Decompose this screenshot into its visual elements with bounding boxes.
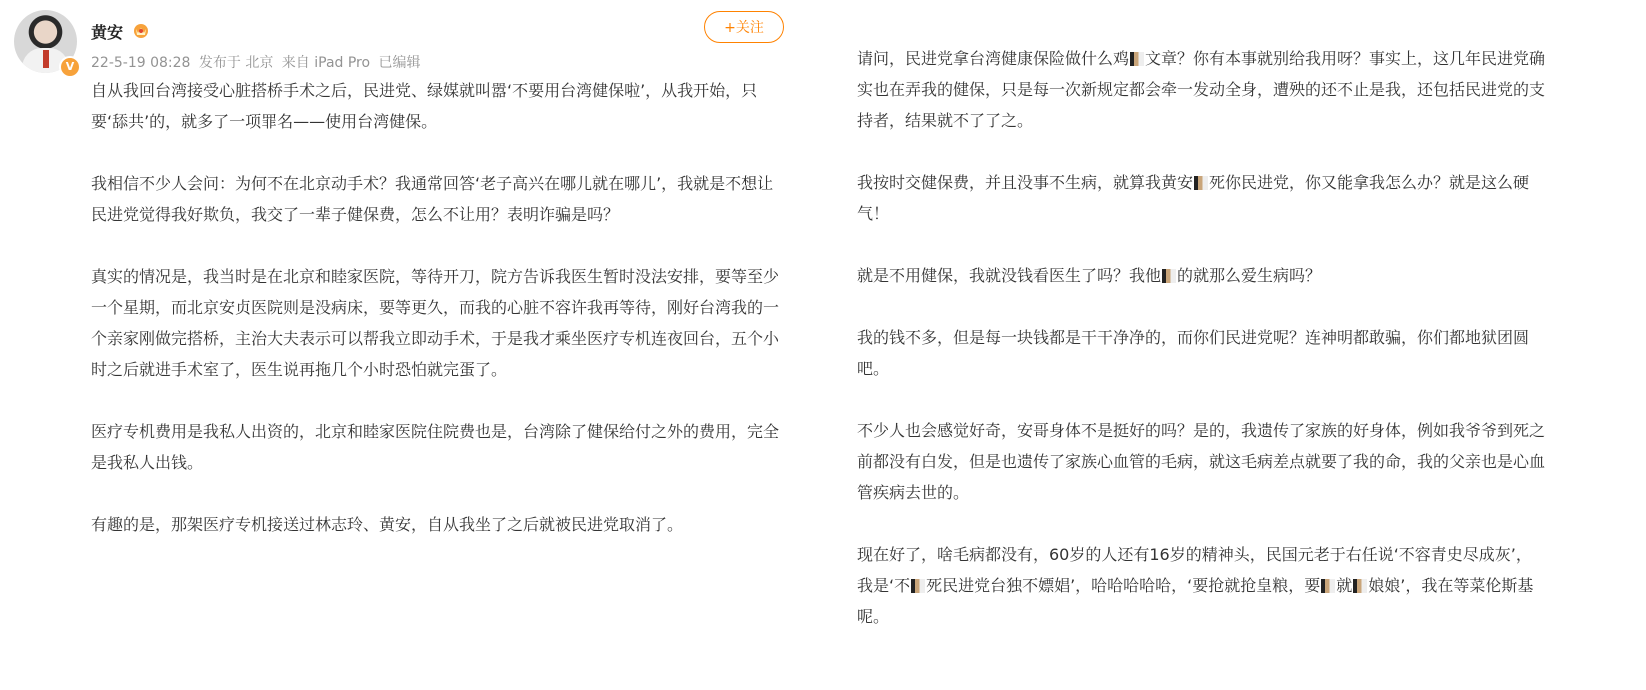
censored-glyph-icon (1321, 579, 1335, 593)
post-edited[interactable]: 已编辑 (378, 55, 421, 71)
censored-glyph-icon (911, 579, 925, 593)
post-meta (91, 52, 425, 72)
post-left-column (91, 75, 786, 571)
censored-glyph-icon (1130, 52, 1144, 66)
text-segment: 文章？你有本事就别给我用呀？事实上，这几年民进党确实也在弄我的健保，只是每一次新规定都会牵一发动全身，遭殃的还不止是我，还包括民进党的支持者，结果就不了了之。 (857, 49, 1546, 130)
text-segment: 就是不用健保，我就没钱看医生了吗？我他 (857, 266, 1162, 285)
follow-button[interactable]: +关注 (704, 11, 784, 43)
paragraph: 我相信不少人会问：为何不在北京动手术？我通常回答‘老子高兴在哪儿就在哪儿’，我就是不想让民进党觉得我好欺负，我交了一辈子健保费，怎么不让用？表明诈骗是吗？ (91, 174, 774, 224)
post-location: 发布于 北京 (198, 55, 274, 71)
paragraph (857, 539, 1547, 632)
text-segment: 娘娘’，我在等菜伦斯基呢。 (857, 576, 1534, 626)
paragraph: 医疗专机费用是我私人出资的，北京和睦家医院住院费也是，台湾除了健保给付之外的费用，完全是我私人出钱。 (91, 422, 780, 472)
text-segment: 我按时交健保费，并且没事不生病，就算我黄安 (857, 173, 1194, 192)
paragraph (857, 167, 1547, 229)
text-segment: 请问，民进党拿台湾健康保险做什么鸡 (857, 49, 1130, 68)
censored-glyph-icon (1162, 269, 1176, 283)
post-right-column (857, 43, 1547, 663)
author-name[interactable]: 黄安 (91, 23, 124, 42)
crown-icon (132, 22, 150, 38)
text-segment: 就 (1336, 576, 1353, 595)
paragraph: 真实的情况是，我当时是在北京和睦家医院，等待开刀，院方告诉我医生暂时没法安排，要等至少一个星期，而北京安贞医院则是没病床，要等更久，而我的心脏不容许我再等待，刚好台湾我的一个亲家刚做完搭桥，主治大夫表示可以帮我立即动手术，于是我才乘坐医疗专机连夜回台，五个小时之后就进手术室了，医生说再拖几个小时恐怕就完蛋了。 (91, 267, 780, 379)
censored-glyph-icon (1353, 579, 1367, 593)
text-segment: 现在好了，啥毛病都没有，60岁的人还有16岁的精神头，民国元老于右任说‘不容青史尽成灰’，我是‘不 (857, 545, 1532, 595)
post-timestamp[interactable]: 22-5-19 08:28 (91, 55, 191, 71)
paragraph (857, 415, 1547, 508)
text-segment: 死民进党台独不嫖娼’，哈哈哈哈哈，‘要抢就抢皇粮，要 (926, 576, 1321, 595)
paragraph: 有趣的是，那架医疗专机接送过林志玲、黄安，自从我坐了之后就被民进党取消了。 (91, 515, 684, 534)
paragraph (857, 322, 1547, 384)
post-source: 来自 iPad Pro (281, 55, 371, 71)
text-segment: 的就那么爱生病吗？ (1177, 266, 1322, 285)
text-segment: 死你民进党，你又能拿我怎么办？就是这么硬气！ (857, 173, 1530, 223)
paragraph: 自从我回台湾接受心脏搭桥手术之后，民进党、绿媒就叫嚣‘不要用台湾健保啦’，从我开始，只要‘舔共’的，就多了一项罪名——使用台湾健保。 (91, 81, 758, 131)
paragraph (857, 43, 1547, 136)
text-segment: 不少人也会感觉好奇，安哥身体不是挺好的吗？是的，我遗传了家族的好身体，例如我爷爷到死之前都没有白发，但是也遗传了家族心血管的毛病，就这毛病差点就要了我的命，我的父亲也是心血管疾病去世的。 (857, 421, 1546, 502)
text-segment: 我的钱不多，但是每一块钱都是干干净净的，而你们民进党呢？连神明都敢骗，你们都地狱团圆吧。 (857, 328, 1530, 378)
censored-glyph-icon (1194, 176, 1208, 190)
avatar-tie (43, 50, 49, 68)
verified-badge-icon: V (59, 56, 81, 78)
paragraph (857, 260, 1547, 291)
